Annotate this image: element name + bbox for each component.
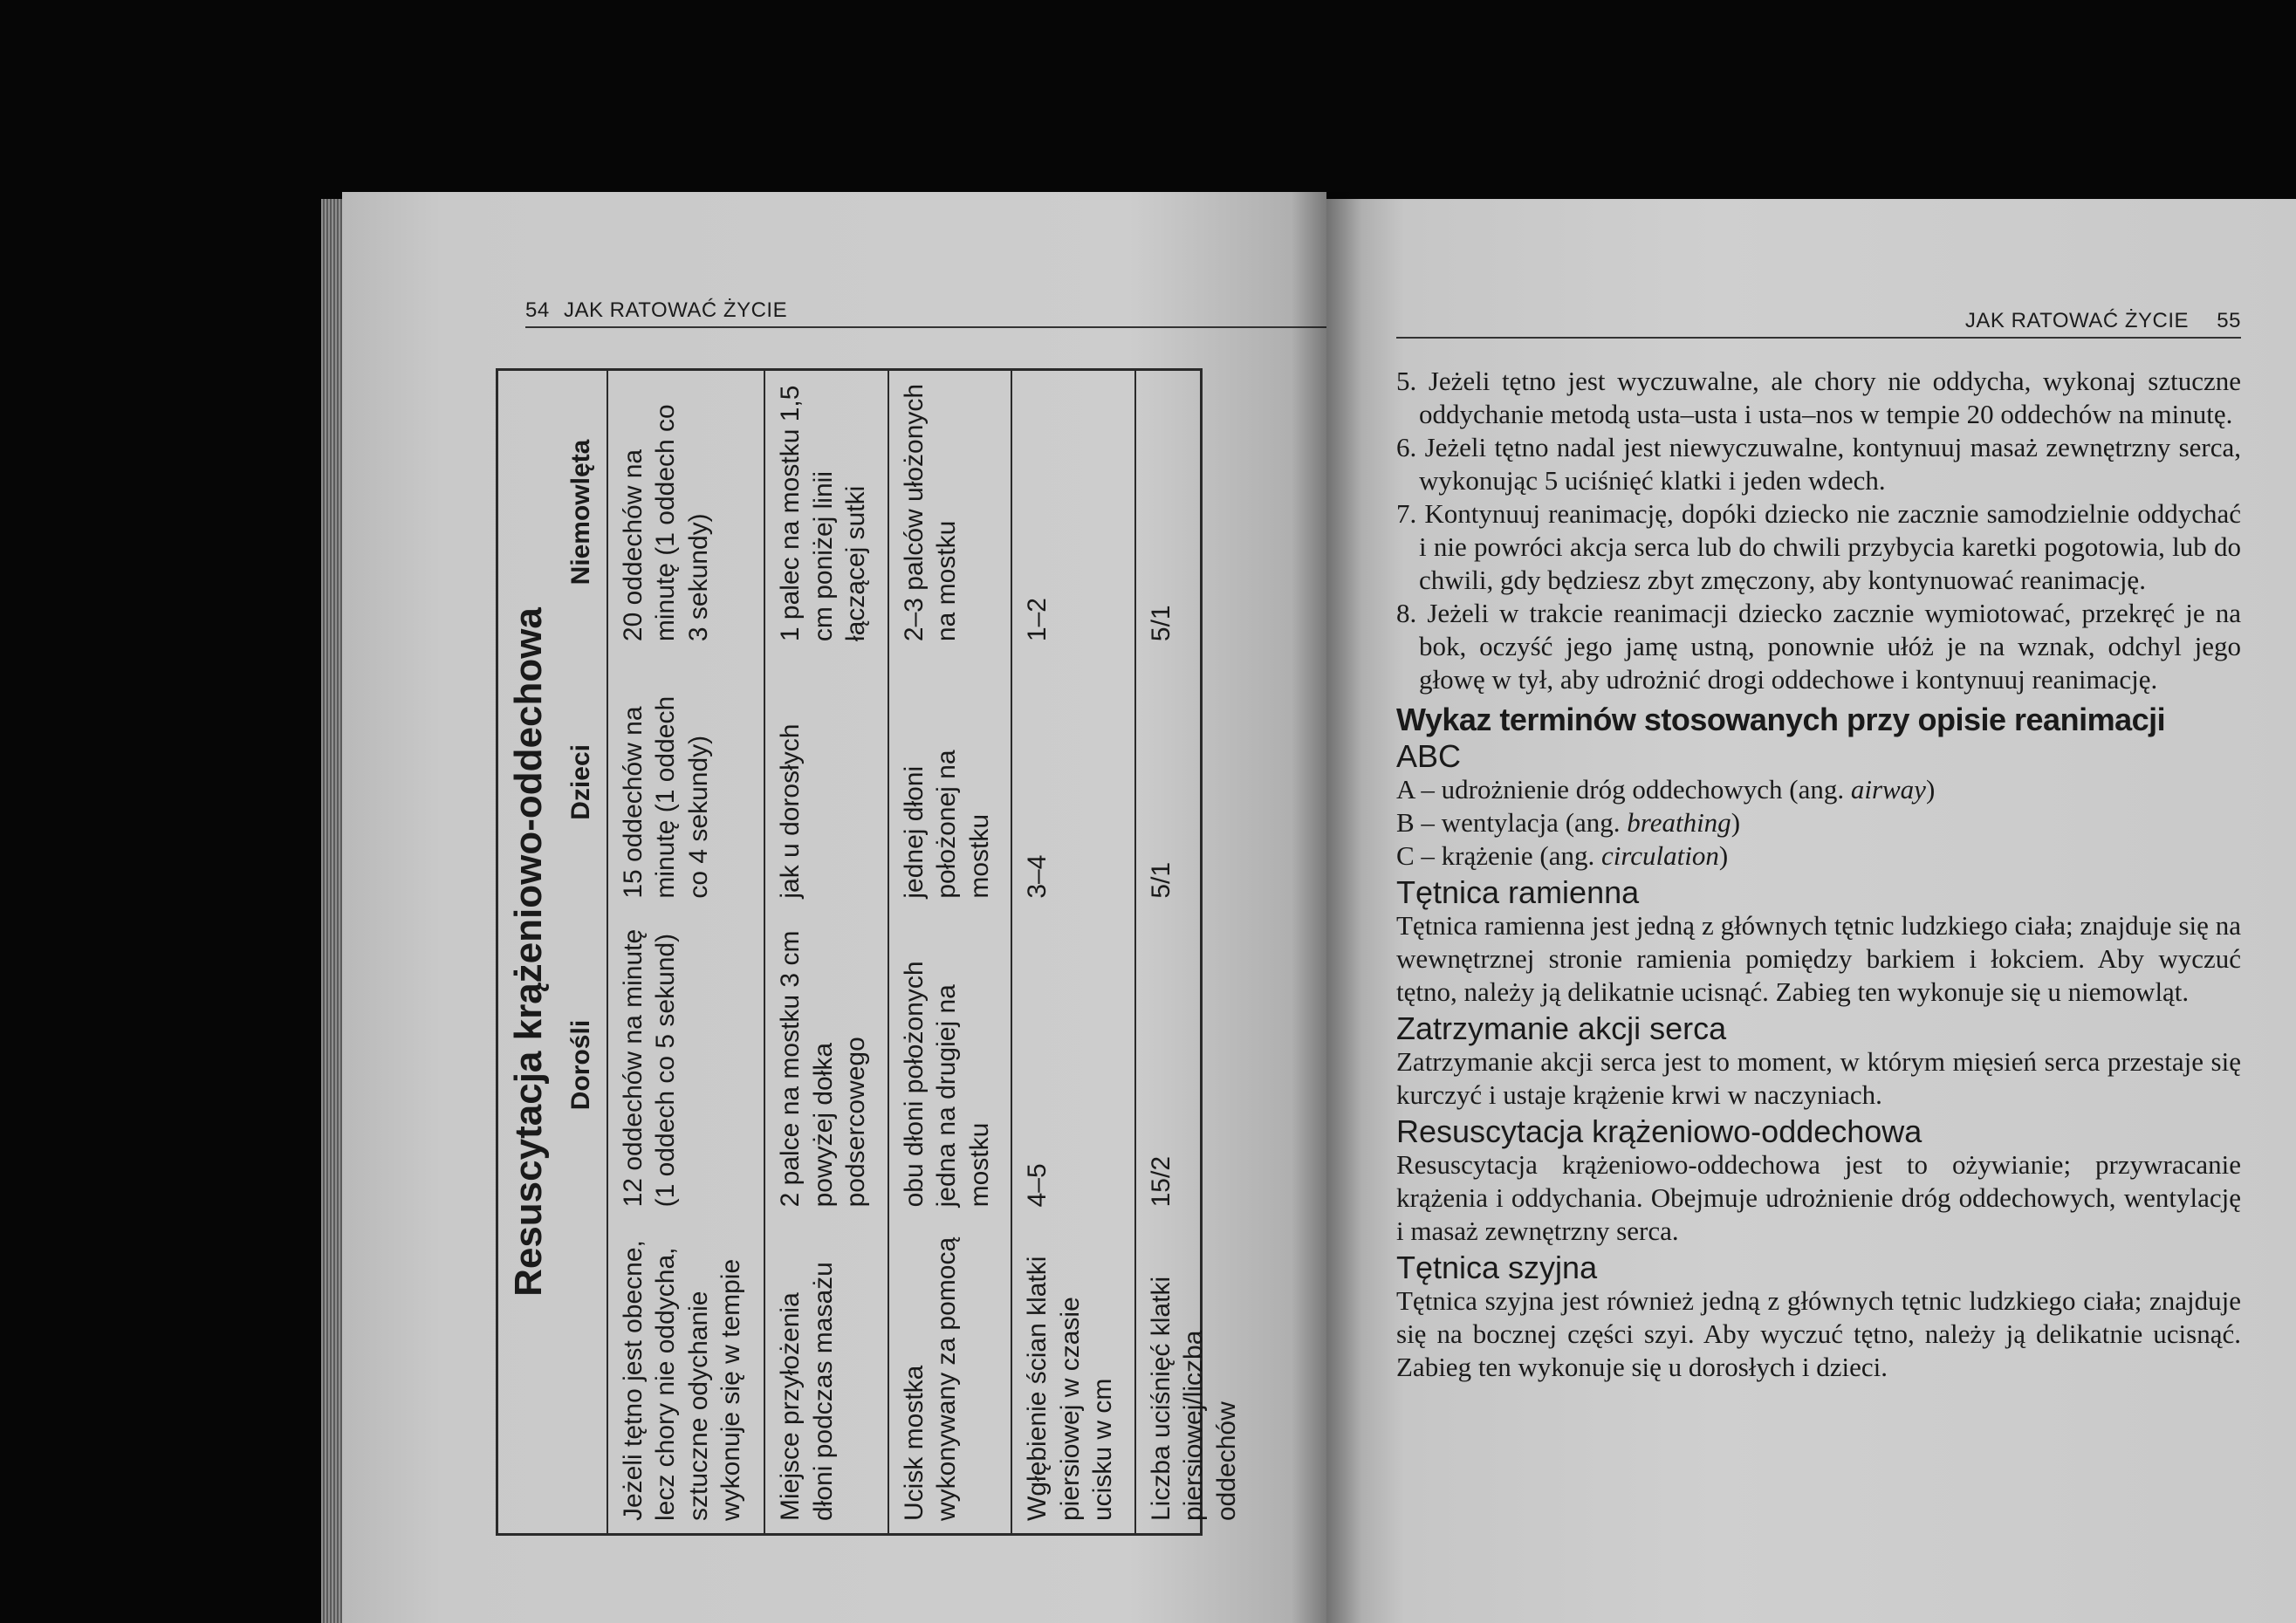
right-running-title: JAK RATOWAĆ ŻYCIE <box>1964 309 2189 332</box>
resuscitation-table <box>498 371 1258 1533</box>
column-header-empty <box>556 1219 607 1533</box>
book-spine-shadow <box>1292 192 1361 1623</box>
row-label: Wgłębienie ścian klatki piersiowej w czasie ucisku w cm <box>1023 1256 1118 1521</box>
right-running-header <box>1396 304 2241 339</box>
table-row <box>888 371 1011 1533</box>
column-header-adults: Dorośli <box>566 1019 595 1111</box>
term-heading: Tętnica ramienna <box>1396 874 1640 910</box>
cell-infants: 1–2 <box>1023 598 1052 642</box>
right-page <box>1326 199 2296 1623</box>
table-row <box>1011 371 1134 1533</box>
term-heading: Tętnica szyjna <box>1396 1250 1598 1285</box>
step-item: 7. Kontynuuj reanimację, dopóki dziecko nie zacznie samodzielnie oddychać i nie powróci akcja serca lub do chwili przybycia karetki pogotowia, lub do chwili, gdy będziesz zbyt zmęczony, aby kontynuować reanimację. <box>1396 498 2241 595</box>
right-page-body <box>1396 365 2241 1384</box>
cell-children: 3–4 <box>1023 854 1052 899</box>
step-item: 6. Jeżeli tętno nadal jest niewyczuwalne, kontynuuj masaż zewnętrzny serca, wykonując 5 uciśnięć klatki i jeden wdech. <box>1396 432 2241 496</box>
cell-children: 15 oddechów na minutę (1 oddech co 4 sekundy) <box>618 695 713 899</box>
table-row <box>764 371 888 1533</box>
resuscitation-table-frame <box>496 368 1241 1536</box>
cell-infants: 5/1 <box>1146 605 1175 642</box>
cell-children: jednej dłoni położonej na mostku <box>899 750 994 899</box>
abc-term: breathing <box>1627 807 1731 838</box>
term-heading: Resuscytacja krążeniowo-oddechowa <box>1396 1113 1922 1149</box>
cell-infants: 2–3 palców ułożonych na mostku <box>899 383 962 642</box>
table-header-row <box>556 371 607 1533</box>
term-definition: Resuscytacja krążeniowo-oddechowa jest to ożywianie; przywracanie krążenia i oddychania. Obejmuje udrożnienie dróg oddechowych, wentylację i masaż zewnętrzny serca. <box>1396 1149 2241 1246</box>
row-label: Miejsce przyłożenia dłoni podczas masażu <box>776 1262 838 1521</box>
abc-term: circulation <box>1600 840 1719 871</box>
row-label: Liczba uciśnięć klatki piersiowej/liczba oddechów <box>1146 1276 1241 1521</box>
row-label: Ucisk mostka wykonywany za pomocą <box>899 1236 962 1521</box>
cell-adults: 15/2 <box>1146 1155 1175 1208</box>
left-running-header <box>525 295 1326 328</box>
column-header-infants: Niemowlęta <box>566 439 595 586</box>
cell-children: 5/1 <box>1146 861 1175 899</box>
cell-children: jak u dorosłych <box>776 723 805 899</box>
abc-heading: ABC <box>1396 738 1462 774</box>
abc-item-a: A – udrożnienie dróg oddechowych (ang. airway) <box>1396 774 1936 805</box>
cell-infants: 1 palec na mostku 1,5 cm poniżej linii łączącej sutki <box>776 385 871 642</box>
left-running-title: JAK RATOWAĆ ŻYCIE <box>564 298 788 322</box>
term-definition: Zatrzymanie akcji serca jest to moment, w którym mięsień serca przestaje się kurczyć i ustaje krążenie krwi w naczyniach. <box>1396 1046 2241 1110</box>
row-label: Jeżeli tętno jest obecne, lecz chory nie oddycha, sztuczne odychanie wykonuje się w tempie <box>618 1240 745 1521</box>
cell-adults: 2 palce na mostku 3 cm powyżej dołka podsercowego <box>776 930 871 1208</box>
left-page-number: 54 <box>525 298 550 322</box>
cell-adults: obu dłoni położonych jedna na drugiej na mostku <box>899 961 994 1208</box>
table-row <box>1135 371 1258 1533</box>
left-page <box>342 192 1326 1623</box>
cell-adults: 12 oddechów na minutę (1 oddech co 5 sekund) <box>618 928 680 1208</box>
right-page-number: 55 <box>2217 309 2241 332</box>
step-item: 5. Jeżeli tętno jest wyczuwalne, ale chory nie oddycha, wykonaj sztuczne oddychanie metodą usta–usta i usta–nos w tempie 20 oddechów na minutę. <box>1396 366 2241 429</box>
book-page-edges <box>321 199 342 1623</box>
term-definition: Tętnica ramienna jest jedną z głównych tętnic ludzkiego ciała; znajduje się na wewnętrznej stronie ramienia pomiędzy barkiem i łokciem. Aby wyczuć tętno, należy ją delikatnie ucisnąć. Zabieg ten wykonuje się u niemowląt. <box>1396 910 2241 1007</box>
table-title: Resuscytacja krążeniowo-oddechowa <box>507 607 550 1297</box>
table-row <box>607 371 765 1533</box>
term-heading: Zatrzymanie akcji serca <box>1396 1010 1727 1046</box>
abc-item-b: B – wentylacja (ang. breathing) <box>1396 807 1741 838</box>
abc-term: airway <box>1850 774 1926 805</box>
cell-infants: 20 oddechów na minutę (1 oddech co 3 sekundy) <box>618 404 713 642</box>
term-definition: Tętnica szyjna jest również jedną z głównych tętnic ludzkiego ciała; znajduje się na bocznej części szyi. Aby wyczuć tętno, należy ją delikatnie ucisnąć. Zabieg ten wykonuje się u dorosłych i dzieci. <box>1396 1285 2241 1382</box>
cell-adults: 4–5 <box>1023 1163 1052 1208</box>
step-item: 8. Jeżeli w trakcie reanimacji dziecko zacznie wymiotować, przekręć je na bok, oczyść jego jamę ustną, ponownie ułóż je na wznak, odchyl jego głowę w tył, aby udrożnić drogi oddechowe i kontynuuj reanimację. <box>1396 598 2241 695</box>
glossary-heading: Wykaz terminów stosowanych przy opisie reanimacji <box>1396 702 2166 737</box>
column-header-children: Dzieci <box>566 744 595 820</box>
abc-item-c: C – krążenie (ang. circulation) <box>1396 840 1729 871</box>
